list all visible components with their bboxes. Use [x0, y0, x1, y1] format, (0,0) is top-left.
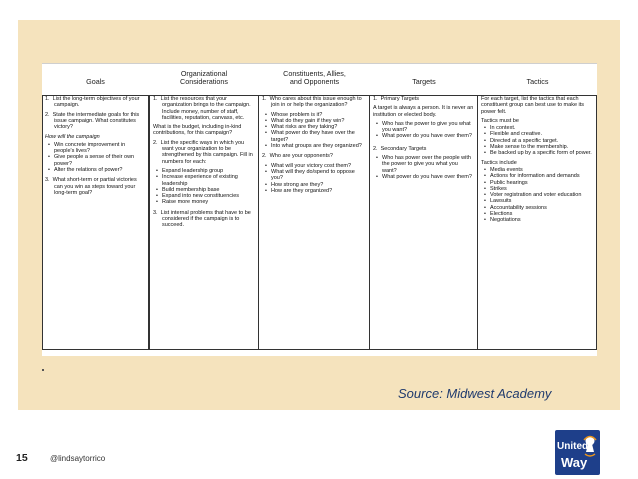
united-way-logo: [555, 430, 600, 475]
constituent-item: 2. Who are your opponents?: [262, 153, 333, 160]
target-bullet: • What power do you have over them?: [373, 133, 474, 139]
header-org: [149, 70, 259, 94]
constituent-item: 1. Who cares about this issue enough to join in or help the organization?: [262, 96, 364, 109]
logo-text-united: United: [557, 441, 589, 452]
goal-bullet: • Win concrete improvement in people's lives?: [45, 142, 145, 155]
header-tactics-label: Tactics: [526, 77, 549, 86]
goal-item: 2. State the intermediate goals for this issue campaign. What constitutes victory?: [45, 111, 141, 131]
header-tactics: [478, 70, 597, 94]
tactic-example: • Public hearings: [481, 180, 593, 186]
org-bullet: • Raise more money: [153, 199, 255, 205]
header-targets: [370, 70, 478, 94]
column-constituents: [259, 95, 370, 350]
stray-dot: [42, 369, 44, 371]
twitter-handle: @lindsaytorrico: [50, 454, 106, 463]
tactic-criterion: • Make sense to the membership.: [481, 144, 593, 150]
tactic-criterion: • Be backed up by a specific form of power.: [481, 150, 593, 156]
column-goals: [42, 95, 149, 350]
header-constituents-line2: and Opponents: [289, 77, 340, 87]
logo-text-way: Way: [561, 455, 588, 470]
org-bullet: • Build membership base: [153, 187, 255, 193]
org-item: 1. List the resources that your organization brings to the campaign. Include money, number of staff, facilities, reputation, canvass, etc.: [153, 96, 253, 121]
column-tactics: [478, 95, 597, 350]
constituent-bullet: • What power do they have over the target?: [262, 130, 366, 143]
tactic-example: • Accountability sessions: [481, 205, 593, 211]
target-text: A target is always a person. It is never an institution or elected body.: [373, 105, 475, 118]
header-org-line2: Considerations: [180, 77, 228, 87]
goal-item: 3. What short-term or partial victories can you win as steps toward your long-term goal?: [45, 177, 139, 196]
constituent-bullet: • How are they organized?: [262, 188, 366, 194]
org-bullet: • Expand into new constituencies: [153, 193, 255, 199]
goal-item: 1. List the long-term objectives of your campaign.: [45, 96, 141, 109]
tactics-subheading: Tactics must be: [481, 117, 519, 124]
tactic-example: • Lawsuits: [481, 198, 593, 204]
page-number: 15: [16, 452, 28, 464]
target-bullet: • What power do you have over them?: [373, 174, 474, 180]
tactics-intro: For each target, list the tactics that each constituent group can best use to make its power felt.: [481, 96, 586, 115]
tactic-criterion: • In context.: [481, 125, 593, 131]
org-bullet: • Increase experience of existing leadership: [153, 174, 255, 187]
org-text: What is the budget, including in-kind contributions, for this campaign?: [153, 124, 243, 137]
target-bullet: • Who has the power to give you what you want?: [373, 121, 474, 134]
tactic-example: • Voter registration and voter education: [481, 192, 593, 198]
header-goals: [42, 70, 149, 94]
target-bullet: • Who has power over the people with the power to give you what you want?: [373, 155, 474, 174]
goal-subheading: How will the campaign: [45, 134, 100, 141]
constituent-bullet: • What do they gain if they win?: [262, 118, 366, 124]
source-caption: Source: Midwest Academy: [398, 386, 552, 401]
tactic-criterion: • Directed at a specific target.: [481, 138, 593, 144]
column-targets: [370, 95, 478, 350]
goal-bullet: • Alter the relations of power?: [45, 167, 145, 173]
tactic-example: • Elections: [481, 211, 593, 217]
tactic-example: • Media events: [481, 167, 593, 173]
constituent-bullet: • What risks are they taking?: [262, 124, 366, 130]
tactics-subheading: Tactics include: [481, 159, 517, 166]
header-org-line1: Organizational: [180, 69, 228, 78]
tactic-example: • Strikes: [481, 186, 593, 192]
org-item: 3. List internal problems that have to be considered if the campaign is to succeed.: [153, 209, 253, 229]
tactic-example: • Negotiations: [481, 217, 593, 223]
target-item: 2. Secondary Targets: [373, 145, 427, 152]
constituent-bullet: • Whose problem is it?: [262, 112, 366, 118]
target-item: 1. Primary Targets: [373, 96, 420, 102]
constituent-bullet: • What will your victory cost them?: [262, 163, 366, 169]
constituent-bullet: • Into what groups are they organized?: [262, 143, 366, 149]
top-bar: [0, 0, 638, 20]
header-constituents: [259, 70, 370, 94]
tactic-criterion: • Flexible and creative.: [481, 131, 593, 137]
org-bullet: • Expand leadership group: [153, 168, 255, 174]
header-constituents-line1: Constituents, Allies,: [283, 69, 346, 78]
column-org: [149, 95, 259, 350]
constituent-bullet: • How strong are they?: [262, 182, 366, 188]
constituent-bullet: • What will they do/spend to oppose you?: [262, 169, 366, 182]
goal-bullet: • Give people a sense of their own power?: [45, 154, 145, 167]
org-item: 2. List the specific ways in which you want your organization to be strengthened by this campaign. Fill in numbers for each:: [153, 139, 255, 165]
tactic-example: • Actions for information and demands: [481, 173, 593, 179]
header-goals-label: Goals: [86, 77, 105, 86]
header-targets-label: Targets: [412, 77, 436, 86]
